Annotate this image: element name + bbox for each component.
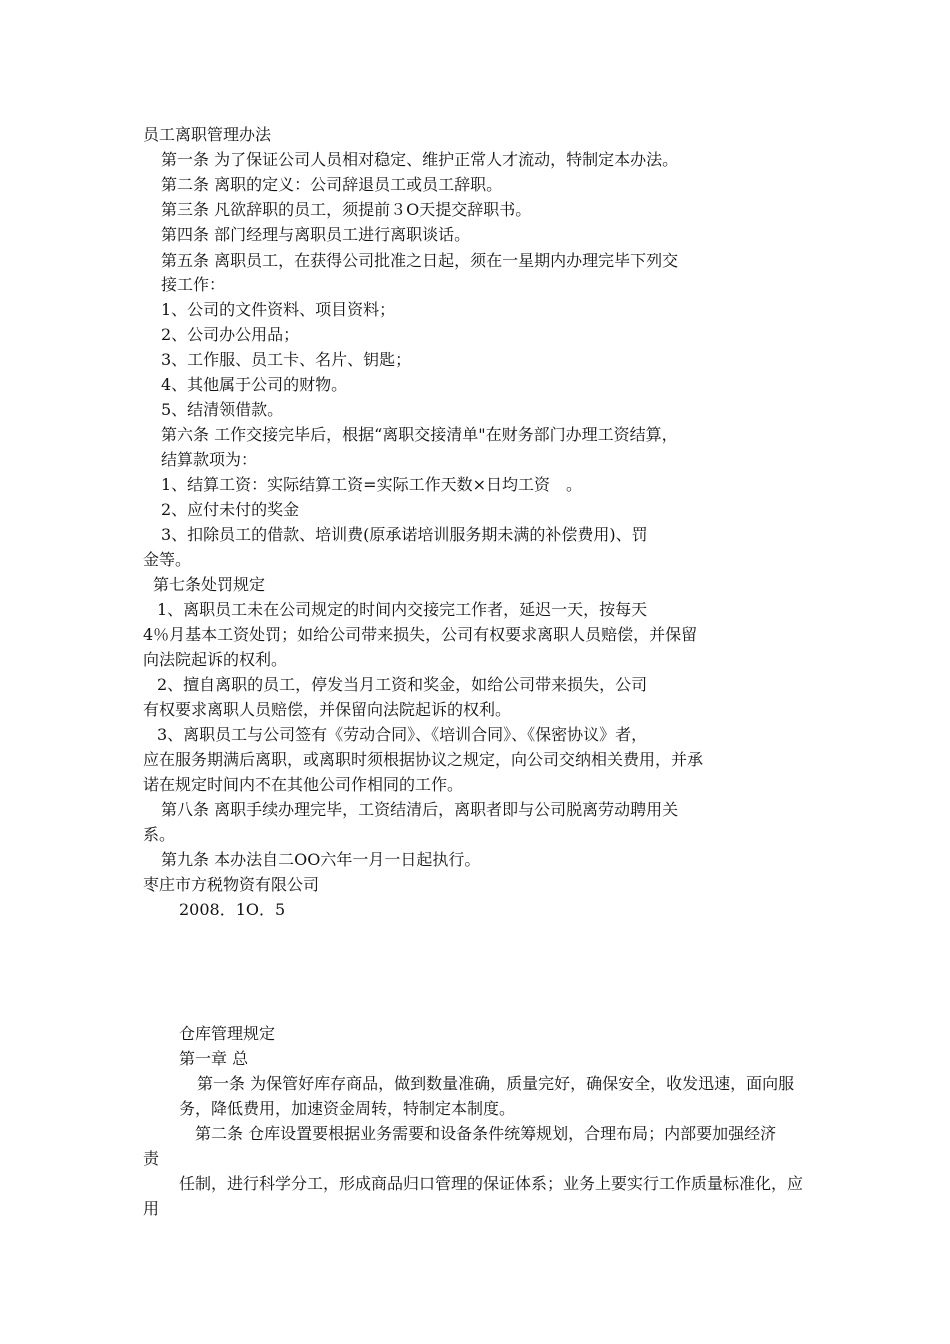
list-item: 3、离职员工与公司签有《劳动合同》、《培训合同》、《保密协议》者， [157, 725, 648, 744]
list-item: 3、扣除员工的借款、培训费(原承诺培训服务期未满的补偿费用)、罚 [161, 525, 648, 544]
chapter-heading: 第一章 总 [179, 1049, 249, 1068]
list-item-cont: 应在服务期满后离职，或离职时须根据协议之规定，向公司交纳相关费用，并承 [143, 750, 704, 769]
article-2-cont: 任制，进行科学分工，形成商品归口管理的保证体系；业务上要实行工作质量标准化，应 [179, 1174, 804, 1193]
article-8: 第八条 离职手续办理完毕，工资结清后，离职者即与公司脱离劳动聘用关 [161, 800, 679, 819]
list-item-cont: 有权要求离职人员赔偿，并保留向法院起诉的权利。 [143, 700, 512, 719]
list-item-cont: 诺在规定时间内不在其他公司作相同的工作。 [143, 775, 464, 794]
list-item: 2、擅自离职的员工，停发当月工资和奖金，如给公司带来损失，公司 [157, 675, 648, 694]
article-2-cont: 责 [143, 1149, 160, 1168]
list-item-cont: 向法院起诉的权利。 [143, 650, 288, 669]
list-item: 2、应付未付的奖金 [161, 500, 300, 519]
article-1: 第一条 为保管好库存商品，做到数量准确，质量完好，确保安全，收发迅速，面向服 [197, 1074, 795, 1093]
company-name: 枣庄市方税物资有限公司 [143, 875, 320, 894]
section-title: 仓库管理规定 [179, 1024, 276, 1043]
list-item: 2、公司办公用品； [161, 325, 300, 344]
article-2-cont: 用 [143, 1199, 160, 1218]
list-item: 5、结清领借款。 [161, 400, 284, 419]
article-3: 第三条 凡欲辞职的员工，须提前３O天提交辞职书。 [161, 200, 532, 219]
list-item: 3、工作服、员工卡、名片、钥匙； [161, 350, 412, 369]
article-2: 第二条 仓库设置要根据业务需要和设备条件统筹规划，合理布局；内部要加强经济 [195, 1124, 777, 1143]
article-6-cont: 结算款项为： [161, 450, 258, 469]
section-title: 员工离职管理办法 [143, 125, 272, 144]
article-1-cont: 务，降低费用，加速资金周转，特制定本制度。 [179, 1099, 516, 1118]
document-date: 2008．1O．5 [179, 900, 286, 919]
article-8-cont: 系。 [143, 825, 176, 844]
article-9: 第九条 本办法自二OO六年一月一日起执行。 [161, 850, 481, 869]
list-item-cont: 金等。 [143, 550, 192, 569]
list-item: 1、公司的文件资料、项目资料； [161, 300, 396, 319]
article-6: 第六条 工作交接完毕后，根据“离职交接清单"在财务部门办理工资结算， [161, 425, 678, 444]
list-item: 1、结算工资：实际结算工资=实际工作天数×日均工资 。 [161, 475, 582, 494]
article-5: 第五条 离职员工，在获得公司批准之日起，须在一星期内办理完毕下列交 [161, 251, 679, 270]
list-item: 4、其他属于公司的财物。 [161, 375, 348, 394]
article-1: 第一条 为了保证公司人员相对稳定、维护正常人才流动，特制定本办法。 [161, 150, 679, 169]
list-item-cont: 4％月基本工资处罚；如给公司带来损失，公司有权要求离职人员赔偿，并保留 [143, 625, 698, 644]
list-item: 1、离职员工未在公司规定的时间内交接完工作者，延迟一天，按每天 [157, 600, 648, 619]
article-2: 第二条 离职的定义：公司辞退员工或员工辞职。 [161, 175, 503, 194]
article-5-cont: 接工作： [161, 275, 226, 294]
article-4: 第四条 部门经理与离职员工进行离职谈话。 [161, 225, 471, 244]
article-7: 第七条处罚规定 [153, 575, 266, 594]
